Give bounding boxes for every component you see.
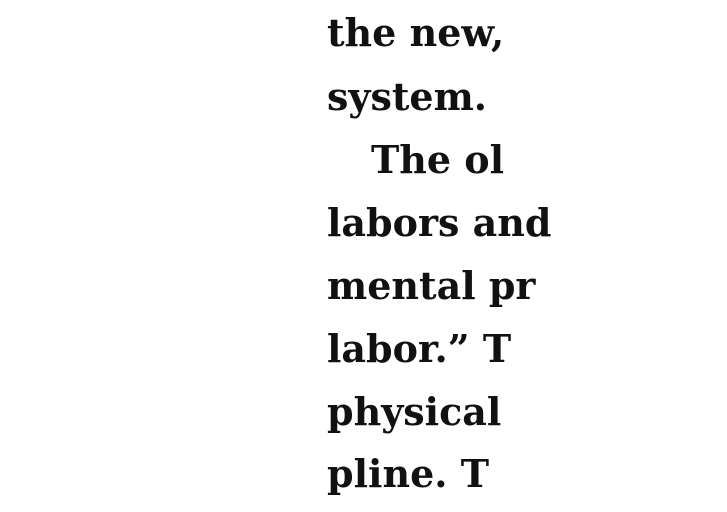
text-line-4: labors and <box>327 200 552 245</box>
text-line-7: physical <box>327 389 502 434</box>
text-line-3: The ol <box>371 137 505 182</box>
text-line-8: pline. T <box>327 451 489 496</box>
text-line-1: the new, <box>327 10 505 55</box>
text-line-5: mental pr <box>327 263 536 308</box>
text-line-2: system. <box>327 74 488 119</box>
text-line-6: labor.” T <box>327 326 512 371</box>
